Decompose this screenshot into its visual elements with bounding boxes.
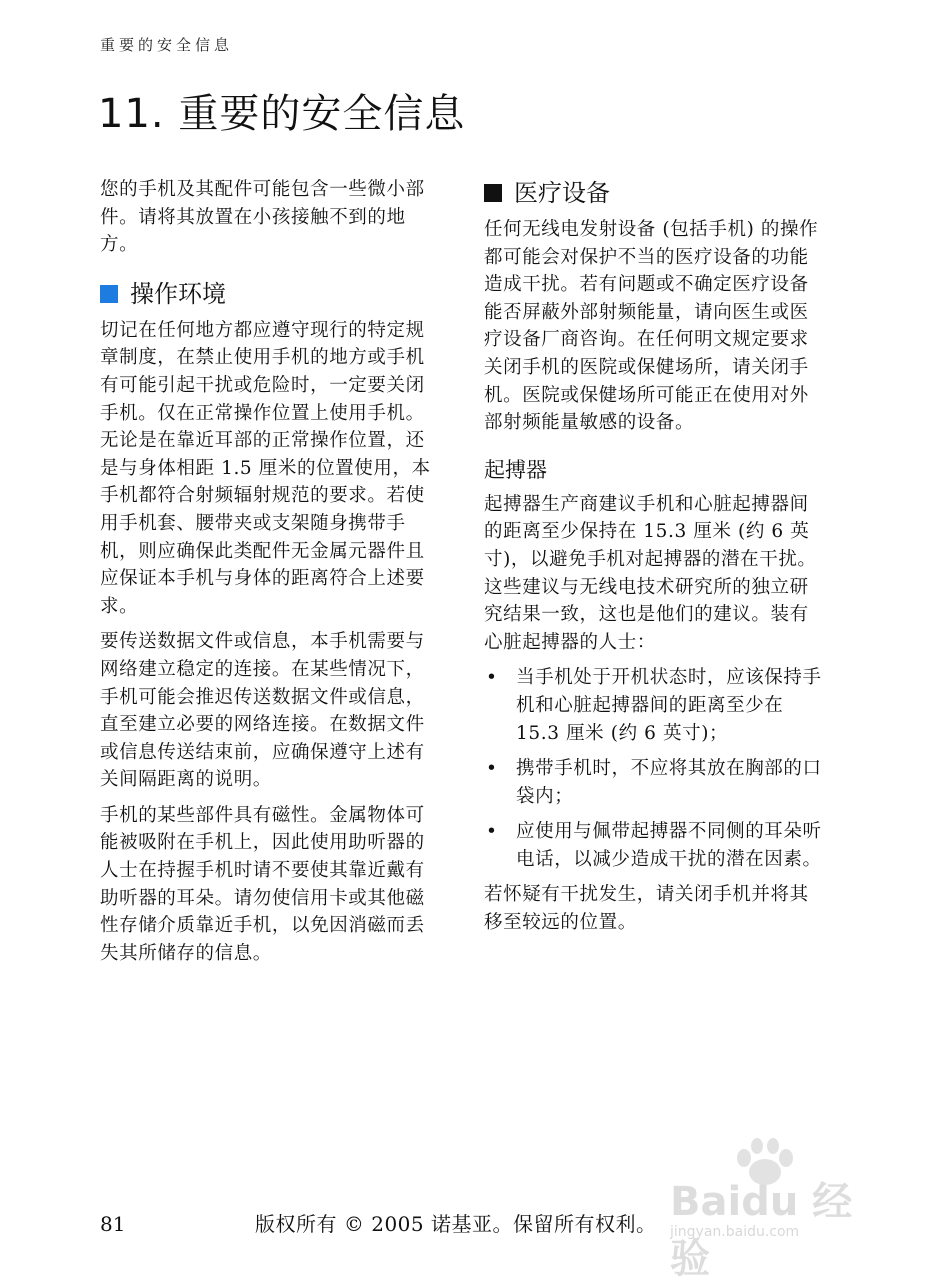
blue-square-marker-icon (100, 285, 118, 303)
running-header: 重要的安全信息 (100, 36, 234, 54)
right-column (484, 176, 824, 945)
section-heading-operating-environment (100, 277, 440, 311)
watermark-logo: Baidu 经验 (670, 1179, 853, 1282)
paragraph: 若怀疑有干扰发生，请关闭手机并将其移至较远的位置。 (484, 884, 809, 934)
paragraph: 任何无线电发射设备 (包括手机) 的操作都可能会对保护不当的医疗设备的功能造成干扰。若有问题或不确定医疗设备能否屏蔽外部射频能量，请向医生或医疗设备厂商咨询。在任何明文规定要求关闭手机的医院或保健场所，请关闭手机。医院或保健场所可能正在使用对外部射频能量敏感的设备。 (484, 219, 819, 434)
paragraph: 切记在任何地方都应遵守现行的特定规章制度，在禁止使用手机的地方或手机有可能引起干扰或危险时，一定要关闭手机。仅在正常操作位置上使用手机。无论是在靠近耳部的正常操作位置，还是与身体相距 1.5 厘米的位置使用，本手机都符合射频辐射规范的要求。若使用手机套、腰带夹或支架随身携带手机，则应确保此类配件无金属元器件且应保证本手机与身体的距离符合上述要求。 (100, 319, 431, 617)
page-number: 81 (100, 1212, 126, 1236)
bullet-icon: • (486, 667, 498, 689)
intro-paragraph: 您的手机及其配件可能包含一些微小部件。请将其放置在小孩接触不到的地方。 (100, 179, 425, 256)
section-heading-label: 医疗设备 (514, 179, 610, 207)
list-item (484, 755, 824, 810)
watermark-url: jingyan.baidu.com (670, 1224, 800, 1240)
list-item (484, 818, 824, 873)
page-title: 11. 重要的安全信息 (98, 91, 466, 137)
list-item-text: 当手机处于开机状态时，应该保持手机和心脏起搏器间的距离至少在 15.3 厘米 (约 6 英寸)； (516, 667, 822, 744)
paragraph: 手机的某些部件具有磁性。金属物体可能被吸附在手机上，因此使用助听器的人士在持握手机时请不要使其靠近戴有助听器的耳朵。请勿使信用卡或其他磁性存储介质靠近手机，以免因消磁而丢失其所储存的信息。 (100, 804, 425, 964)
bullet-icon: • (486, 821, 498, 843)
list-item-text: 携带手机时，不应将其放在胸部的口袋内； (516, 758, 822, 807)
left-column (100, 176, 440, 975)
bullet-icon: • (486, 758, 498, 780)
list-item (484, 664, 824, 747)
subsection-heading-pacemaker: 起搏器 (484, 457, 547, 482)
section-heading-label: 操作环境 (130, 279, 226, 308)
bullet-list (484, 664, 824, 873)
black-square-marker-icon (484, 184, 502, 202)
list-item-text: 应使用与佩带起搏器不同侧的耳朵听电话，以减少造成干扰的潜在因素。 (516, 821, 822, 870)
baidu-watermark (660, 1138, 870, 1282)
copyright-notice: 版权所有 © 2005 诺基亚。保留所有权利。 (255, 1212, 657, 1236)
section-heading-medical-devices (484, 176, 824, 210)
paragraph: 要传送数据文件或信息，本手机需要与网络建立稳定的连接。在某些情况下，手机可能会推迟传送数据文件或信息，直至建立必要的网络连接。在数据文件或信息传送结束前，应确保遵守上述有关间隔距离的说明。 (100, 631, 425, 791)
paragraph: 起搏器生产商建议手机和心脏起搏器间的距离至少保持在 15.3 厘米 (约 6 英寸)，以避免手机对起搏器的潜在干扰。这些建议与无线电技术研究所的独立研究结果一致，这也是他们的建议。装有心脏起搏器的人士： (484, 493, 817, 653)
